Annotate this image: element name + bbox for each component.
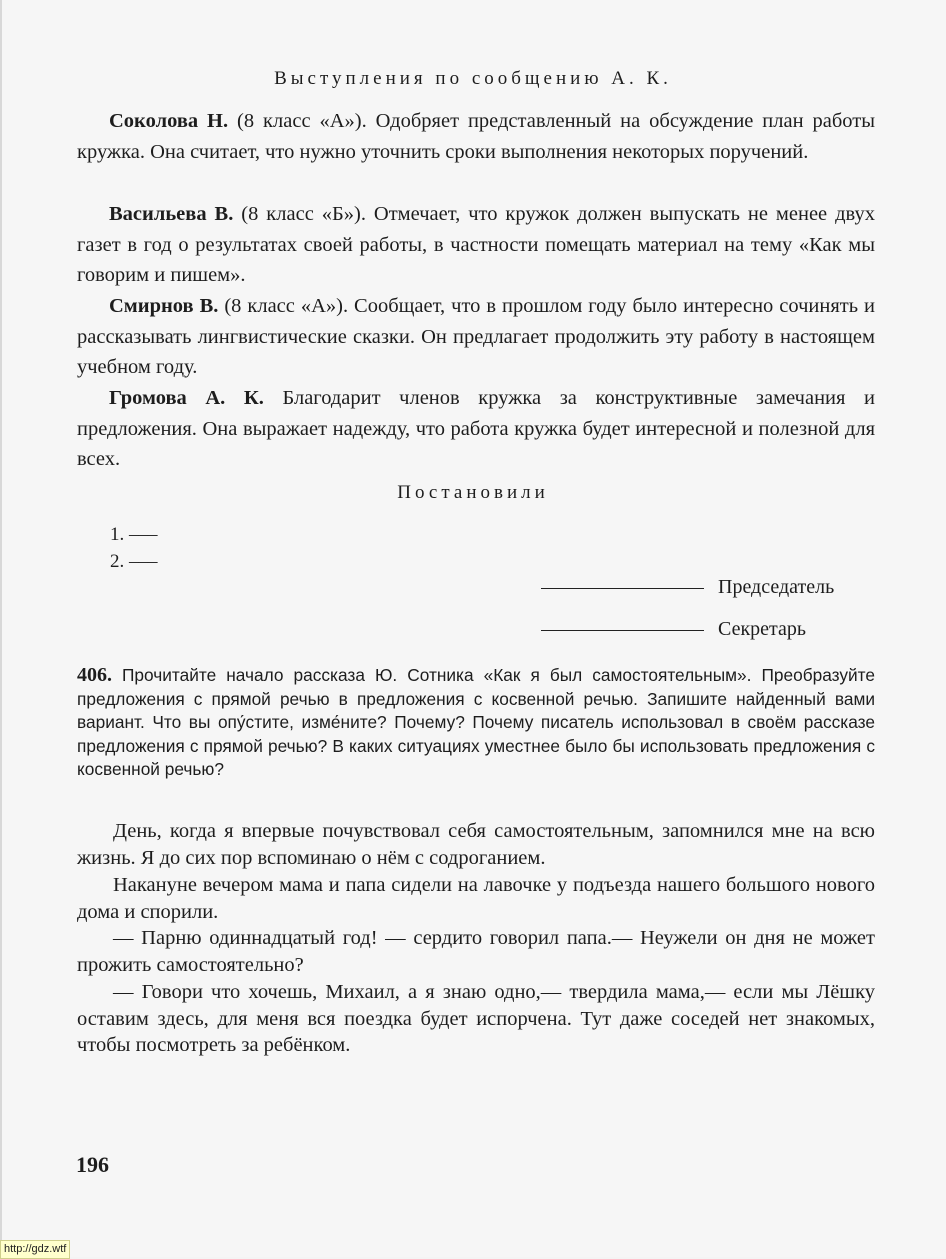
speech-text: (8 класс «А»). Одобряет представленный на обсуждение план работы кружка. Она считает, что нужно уточнить сроки выполнения некоторых поручений. [77,110,875,163]
signature-line [541,588,704,589]
section-title: Выступления по сообщению А. К. [274,68,672,89]
signature-role: Секретарь [718,618,807,640]
speech-paragraph [77,291,875,383]
decided-item: 1. ––– [110,524,158,545]
decided-item: 2. ––– [110,551,158,572]
signature-secretary [541,618,806,641]
page-edge [0,0,2,1257]
speech-paragraph [77,106,875,167]
signature-chairman [541,576,834,599]
speech-paragraph [77,199,875,291]
speaker-name: Смирнов В. [109,295,219,317]
exercise-text: Прочитайте начало рассказа Ю. Сотника «Как я был самостоятельным». Преобразуйте предложения с прямой речью в предложения с косвенной речью. Запишите найденный вами вариант. Что вы опу́стите, изме́ните? Почему? Почему писатель использовал в своём рассказе предложения с прямой речью? В каких ситуациях уместнее было бы использовать предложения с косвенной речью? [77,665,875,779]
exercise-406 [77,664,875,782]
site-link[interactable]: http://gdz.wtf [0,1240,70,1259]
speech-text: (8 класс «Б»). Отмечает, что кружок должен выпускать не менее двух газет в год о результатах своей работы, в частности помещать материал на тему «Как мы говорим и пишем». [77,203,875,286]
speech-text: Благодарит членов кружка за конструктивные замечания и предложения. Она выражает надежду, что работа кружка будет интересной и полезной для всех. [77,387,875,470]
speech-paragraph [77,383,875,475]
story-paragraph: — Говори что хочешь, Михаил, а я знаю одно,— твердила мама,— если мы Лёшку оставим здесь, для меня вся поездка будет испорчена. Тут даже соседей нет знакомых, чтобы посмотреть за ребёнком. [77,981,875,1056]
story-paragraph: — Парню одиннадцатый год! — сердито говорил папа.— Неужели он дня не может прожить самостоятельно? [77,927,875,976]
story-paragraph: Накануне вечером мама и папа сидели на лавочке у подъезда нашего большого нового дома и спорили. [77,874,875,923]
speaker-name: Васильева В. [109,203,234,225]
story-paragraph: День, когда я впервые почувствовал себя самостоятельным, запомнился мне на всю жизнь. Я до сих пор вспоминаю о нём с содроганием. [77,820,875,869]
speaker-name: Соколова Н. [109,110,229,132]
speech-text: (8 класс «А»). Сообщает, что в прошлом году было интересно сочинять и рассказывать лингвистические сказки. Он предлагает продолжить эту работу в настоящем учебном году. [77,295,875,378]
signature-role: Председатель [718,576,835,598]
page-number: 196 [76,1152,109,1177]
decided-title: Постановили [397,482,549,503]
signature-line [541,630,704,631]
exercise-number: 406. [77,664,112,686]
speaker-name: Громова А. К. [109,387,264,409]
